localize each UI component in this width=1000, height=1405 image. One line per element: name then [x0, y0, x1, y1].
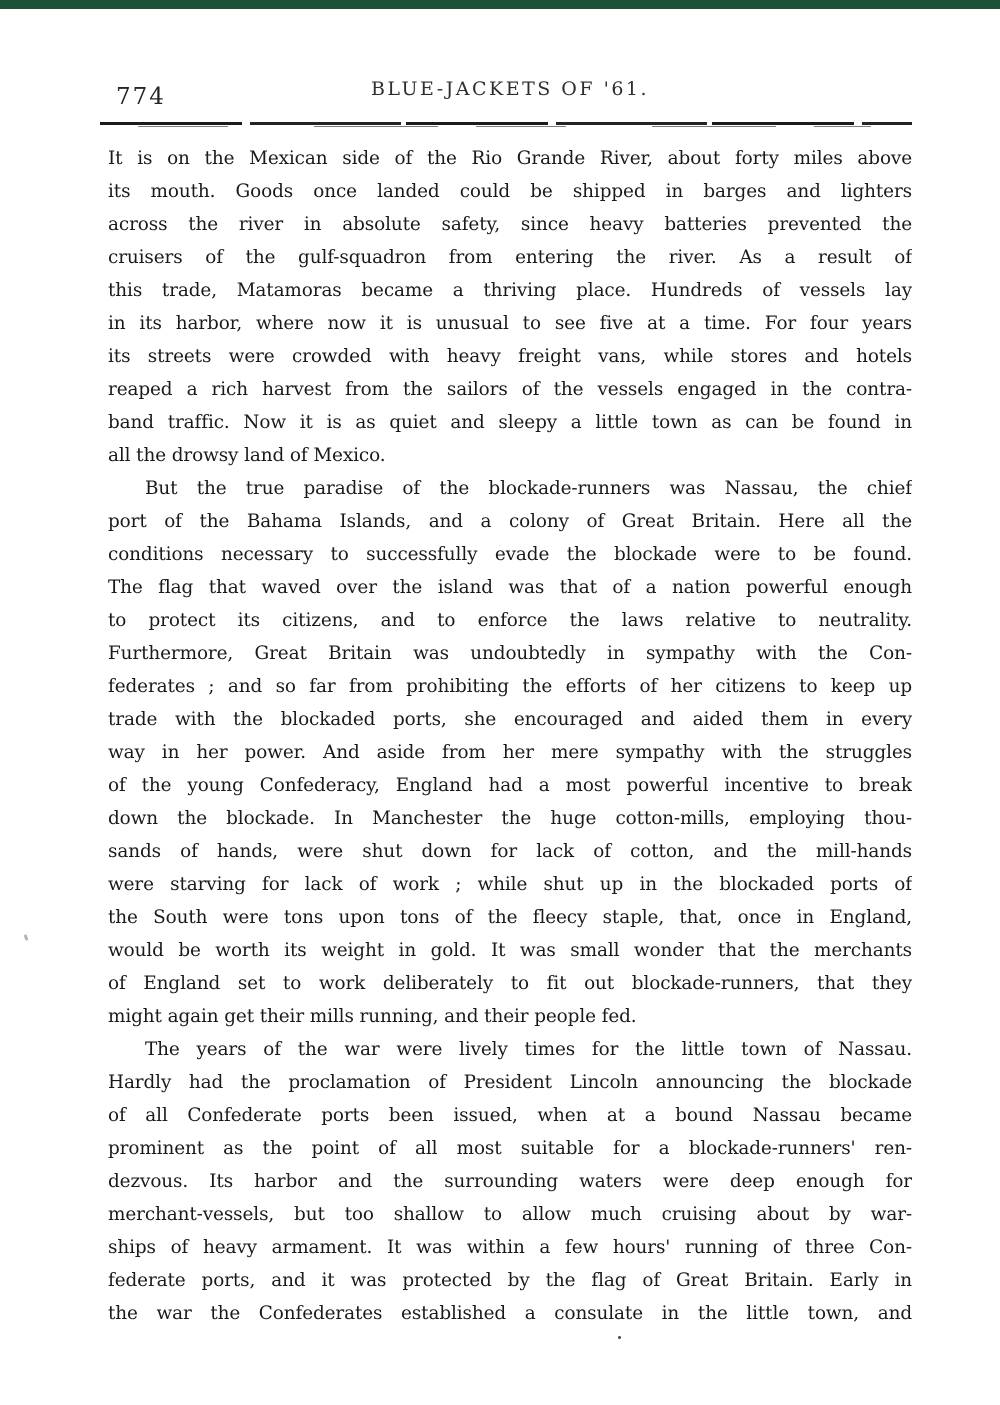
text-line: federates ; and so far from prohibiting the efforts of her citizens to keep up [108, 676, 912, 697]
text-line: of the young Confederacy, England had a most powerful incentive to break [108, 775, 912, 796]
text-line: prominent as the point of all most suitable for a blockade-runners' ren- [108, 1138, 912, 1159]
text-line: merchant-vessels, but too shallow to allow much cruising about by war- [108, 1204, 912, 1225]
text-line: this trade, Matamoras became a thriving place. Hundreds of vessels lay [108, 280, 912, 301]
text-line: Hardly had the proclamation of President Lincoln announcing the blockade [108, 1072, 912, 1093]
text-line: in its harbor, where now it is unusual to see five at a time. For four years [108, 313, 912, 334]
text-line: conditions necessary to successfully evade the blockade were to be found. [108, 544, 912, 565]
text-line: way in her power. And aside from her mere sympathy with the struggles [108, 742, 912, 763]
text-line: reaped a rich harvest from the sailors of the vessels engaged in the contra- [108, 379, 912, 400]
header-rule-lower [100, 126, 871, 127]
header-rule [100, 122, 912, 129]
text-line: of all Confederate ports been issued, when at a bound Nassau became [108, 1105, 912, 1126]
text-line: The flag that waved over the island was that of a nation powerful enough [108, 577, 912, 598]
page-number: 774 [116, 84, 166, 110]
text-line: across the river in absolute safety, since heavy batteries prevented the [108, 214, 912, 235]
margin-speck [24, 934, 29, 941]
text-line: the South were tons upon tons of the fleecy staple, that, once in England, [108, 907, 912, 928]
text-line: port of the Bahama Islands, and a colony of Great Britain. Here all the [108, 511, 912, 532]
text-line: cruisers of the gulf-squadron from entering the river. As a result of [108, 247, 912, 268]
text-line: ships of heavy armament. It was within a few hours' running of three Con- [108, 1237, 912, 1258]
body-text [108, 142, 912, 1330]
text-line: were starving for lack of work ; while shut up in the blockaded ports of [108, 874, 912, 895]
text-line: But the true paradise of the blockade-runners was Nassau, the chief [145, 478, 912, 499]
stray-ink-dot [618, 1336, 621, 1339]
running-title: BLUE-JACKETS OF '61. [370, 78, 650, 100]
text-line: sands of hands, were shut down for lack of cotton, and the mill-hands [108, 841, 912, 862]
text-line: would be worth its weight in gold. It was small wonder that the merchants [108, 940, 912, 961]
text-line: It is on the Mexican side of the Rio Grande River, about forty miles above [108, 148, 912, 169]
text-line: The years of the war were lively times for the little town of Nassau. [145, 1039, 912, 1060]
header-rule-upper [100, 122, 912, 125]
text-line: down the blockade. In Manchester the huge cotton-mills, employing thou- [108, 808, 912, 829]
text-line: its mouth. Goods once landed could be shipped in barges and lighters [108, 181, 912, 202]
scan-edge-bar [0, 0, 1000, 9]
text-line: might again get their mills running, and their people fed. [108, 1006, 637, 1027]
text-line: Furthermore, Great Britain was undoubtedly in sympathy with the Con- [108, 643, 912, 664]
text-line: dezvous. Its harbor and the surrounding waters were deep enough for [108, 1171, 912, 1192]
text-line: of England set to work deliberately to fit out blockade-runners, that they [108, 973, 912, 994]
text-line: federate ports, and it was protected by the flag of Great Britain. Early in [108, 1270, 912, 1291]
text-line: band traffic. Now it is as quiet and sleepy a little town as can be found in [108, 412, 912, 433]
text-line: all the drowsy land of Mexico. [108, 445, 386, 466]
text-line: to protect its citizens, and to enforce the laws relative to neutrality. [108, 610, 912, 631]
text-line: the war the Confederates established a consulate in the little town, and [108, 1303, 912, 1324]
text-line: trade with the blockaded ports, she encouraged and aided them in every [108, 709, 912, 730]
text-line: its streets were crowded with heavy freight vans, while stores and hotels [108, 346, 912, 367]
